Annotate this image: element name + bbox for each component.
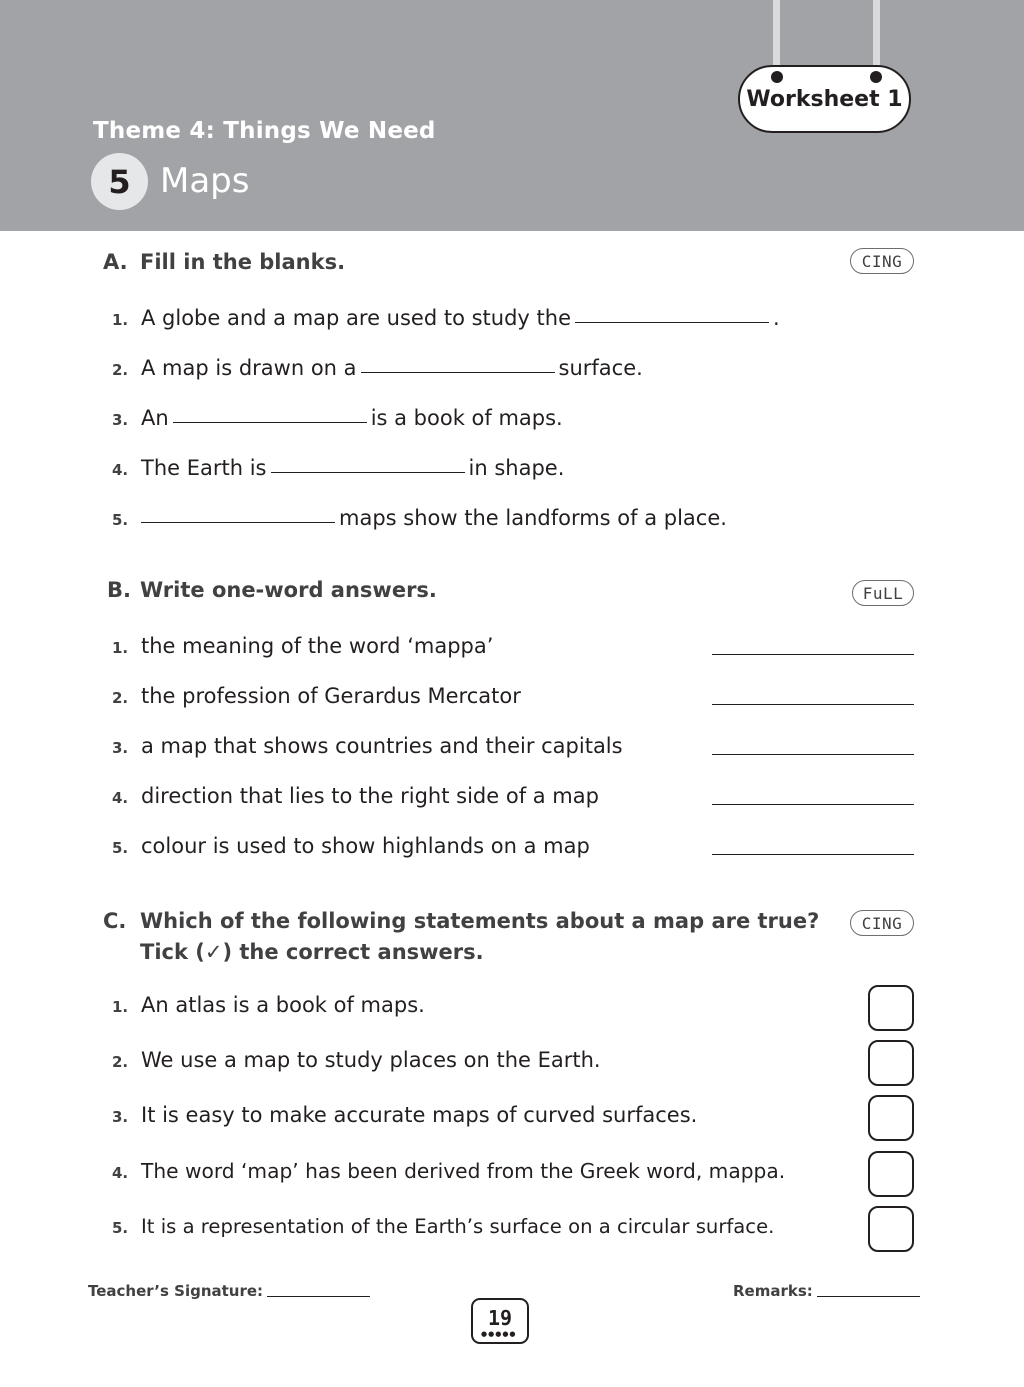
section-c-statement: [112, 1214, 774, 1238]
worksheet-badge: [738, 65, 911, 133]
section-c-statement: [112, 1159, 785, 1183]
tick-box[interactable]: [868, 1095, 914, 1141]
remarks-label: Remarks:: [733, 1282, 813, 1300]
question-number: 2.: [112, 689, 129, 707]
question-number: 3.: [112, 411, 129, 429]
statement-text: It is easy to make accurate maps of curved surfaces.: [141, 1103, 698, 1127]
worksheet-label: Worksheet 1: [746, 86, 903, 112]
tick-box[interactable]: [868, 1040, 914, 1086]
fill-blank-line[interactable]: [173, 422, 367, 423]
section-c-title-line2: Tick (✓) the correct answers.: [140, 940, 484, 964]
answer-line[interactable]: [712, 754, 914, 755]
theme-title: Theme 4: Things We Need: [93, 118, 436, 144]
section-a-heading: [103, 250, 345, 274]
question-number: 5.: [112, 1219, 129, 1237]
chapter-title: Maps: [160, 161, 250, 201]
question-number: 4.: [112, 461, 129, 479]
question-number: 2.: [112, 1053, 129, 1071]
section-b-question: [112, 784, 599, 808]
statement-text: An atlas is a book of maps.: [141, 993, 425, 1017]
section-a-title: Fill in the blanks.: [140, 250, 346, 274]
statement-text: The word ‘map’ has been derived from the Greek word, mappa.: [141, 1159, 786, 1183]
section-c-badge: CING: [850, 910, 914, 936]
question-text-after: is a book of maps.: [370, 406, 563, 430]
section-c-statement: [112, 1048, 601, 1072]
section-b-heading: [107, 578, 437, 602]
question-text-after: surface.: [558, 356, 643, 380]
question-number: 3.: [112, 739, 129, 757]
fill-blank-line[interactable]: [575, 322, 769, 323]
question-text: a map that shows countries and their capitals: [141, 734, 623, 758]
section-b-question: [112, 834, 590, 858]
remarks: [733, 1282, 920, 1300]
answer-line[interactable]: [712, 854, 914, 855]
question-number: 3.: [112, 1108, 129, 1126]
answer-line[interactable]: [712, 654, 914, 655]
hanger-ring-right-icon: [870, 71, 882, 83]
section-b-question: [112, 684, 521, 708]
question-text: direction that lies to the right side of a map: [141, 784, 599, 808]
section-b-badge: FuLL: [852, 580, 914, 606]
section-c-letter: C.: [103, 909, 127, 933]
question-text-after: .: [773, 306, 780, 330]
section-a-question: [112, 406, 563, 430]
question-text: the profession of Gerardus Mercator: [141, 684, 521, 708]
question-text-before: An: [141, 406, 169, 430]
question-number: 1.: [112, 639, 129, 657]
question-text: colour is used to show highlands on a map: [141, 834, 590, 858]
fill-blank-line[interactable]: [141, 522, 335, 523]
question-text-after: maps show the landforms of a place.: [339, 506, 727, 530]
section-b-question: [112, 734, 623, 758]
fill-blank-line[interactable]: [361, 372, 555, 373]
question-number: 2.: [112, 361, 129, 379]
question-text-before: The Earth is: [141, 456, 267, 480]
section-c-heading: [103, 906, 819, 968]
statement-text: It is a representation of the Earth’s surface on a circular surface.: [141, 1215, 775, 1238]
teacher-signature: [88, 1282, 370, 1300]
remarks-line[interactable]: [817, 1296, 920, 1297]
section-c-statement: [112, 993, 425, 1017]
tablet-dots-icon: ●●●●●: [481, 1330, 517, 1338]
fill-blank-line[interactable]: [271, 472, 465, 473]
question-number: 4.: [112, 1164, 129, 1182]
hanger-ring-left-icon: [771, 71, 783, 83]
answer-line[interactable]: [712, 804, 914, 805]
question-number: 4.: [112, 789, 129, 807]
section-b-letter: B.: [107, 578, 131, 602]
section-a-question: [112, 506, 727, 530]
tick-box[interactable]: [868, 1151, 914, 1197]
question-text: the meaning of the word ‘mappa’: [141, 634, 494, 658]
section-c-title-line1: Which of the following statements about a map are true?: [140, 909, 820, 933]
question-text-before: A globe and a map are used to study the: [141, 306, 571, 330]
section-a-question: [112, 356, 643, 380]
section-a-badge: CING: [850, 248, 914, 274]
question-number: 5.: [112, 511, 129, 529]
question-number: 1.: [112, 311, 129, 329]
teacher-signature-label: Teacher’s Signature:: [88, 1282, 264, 1300]
question-text-after: in shape.: [468, 456, 565, 480]
section-a-question: [112, 306, 780, 330]
statement-text: We use a map to study places on the Earth.: [141, 1048, 601, 1072]
section-a-question: [112, 456, 564, 480]
page-number: 19: [487, 1306, 513, 1330]
chapter-number: 5: [91, 153, 148, 210]
tick-box[interactable]: [868, 1206, 914, 1252]
section-b-question: [112, 634, 493, 658]
teacher-signature-line[interactable]: [267, 1296, 370, 1297]
section-c-statement: [112, 1103, 697, 1127]
question-number: 1.: [112, 998, 129, 1016]
section-a-letter: A.: [103, 250, 128, 274]
tick-box[interactable]: [868, 985, 914, 1031]
page-number-box: [471, 1298, 529, 1344]
section-b-title: Write one-word answers.: [140, 578, 437, 602]
header-banner: [0, 0, 1024, 231]
question-text-before: A map is drawn on a: [141, 356, 357, 380]
question-number: 5.: [112, 839, 129, 857]
answer-line[interactable]: [712, 704, 914, 705]
